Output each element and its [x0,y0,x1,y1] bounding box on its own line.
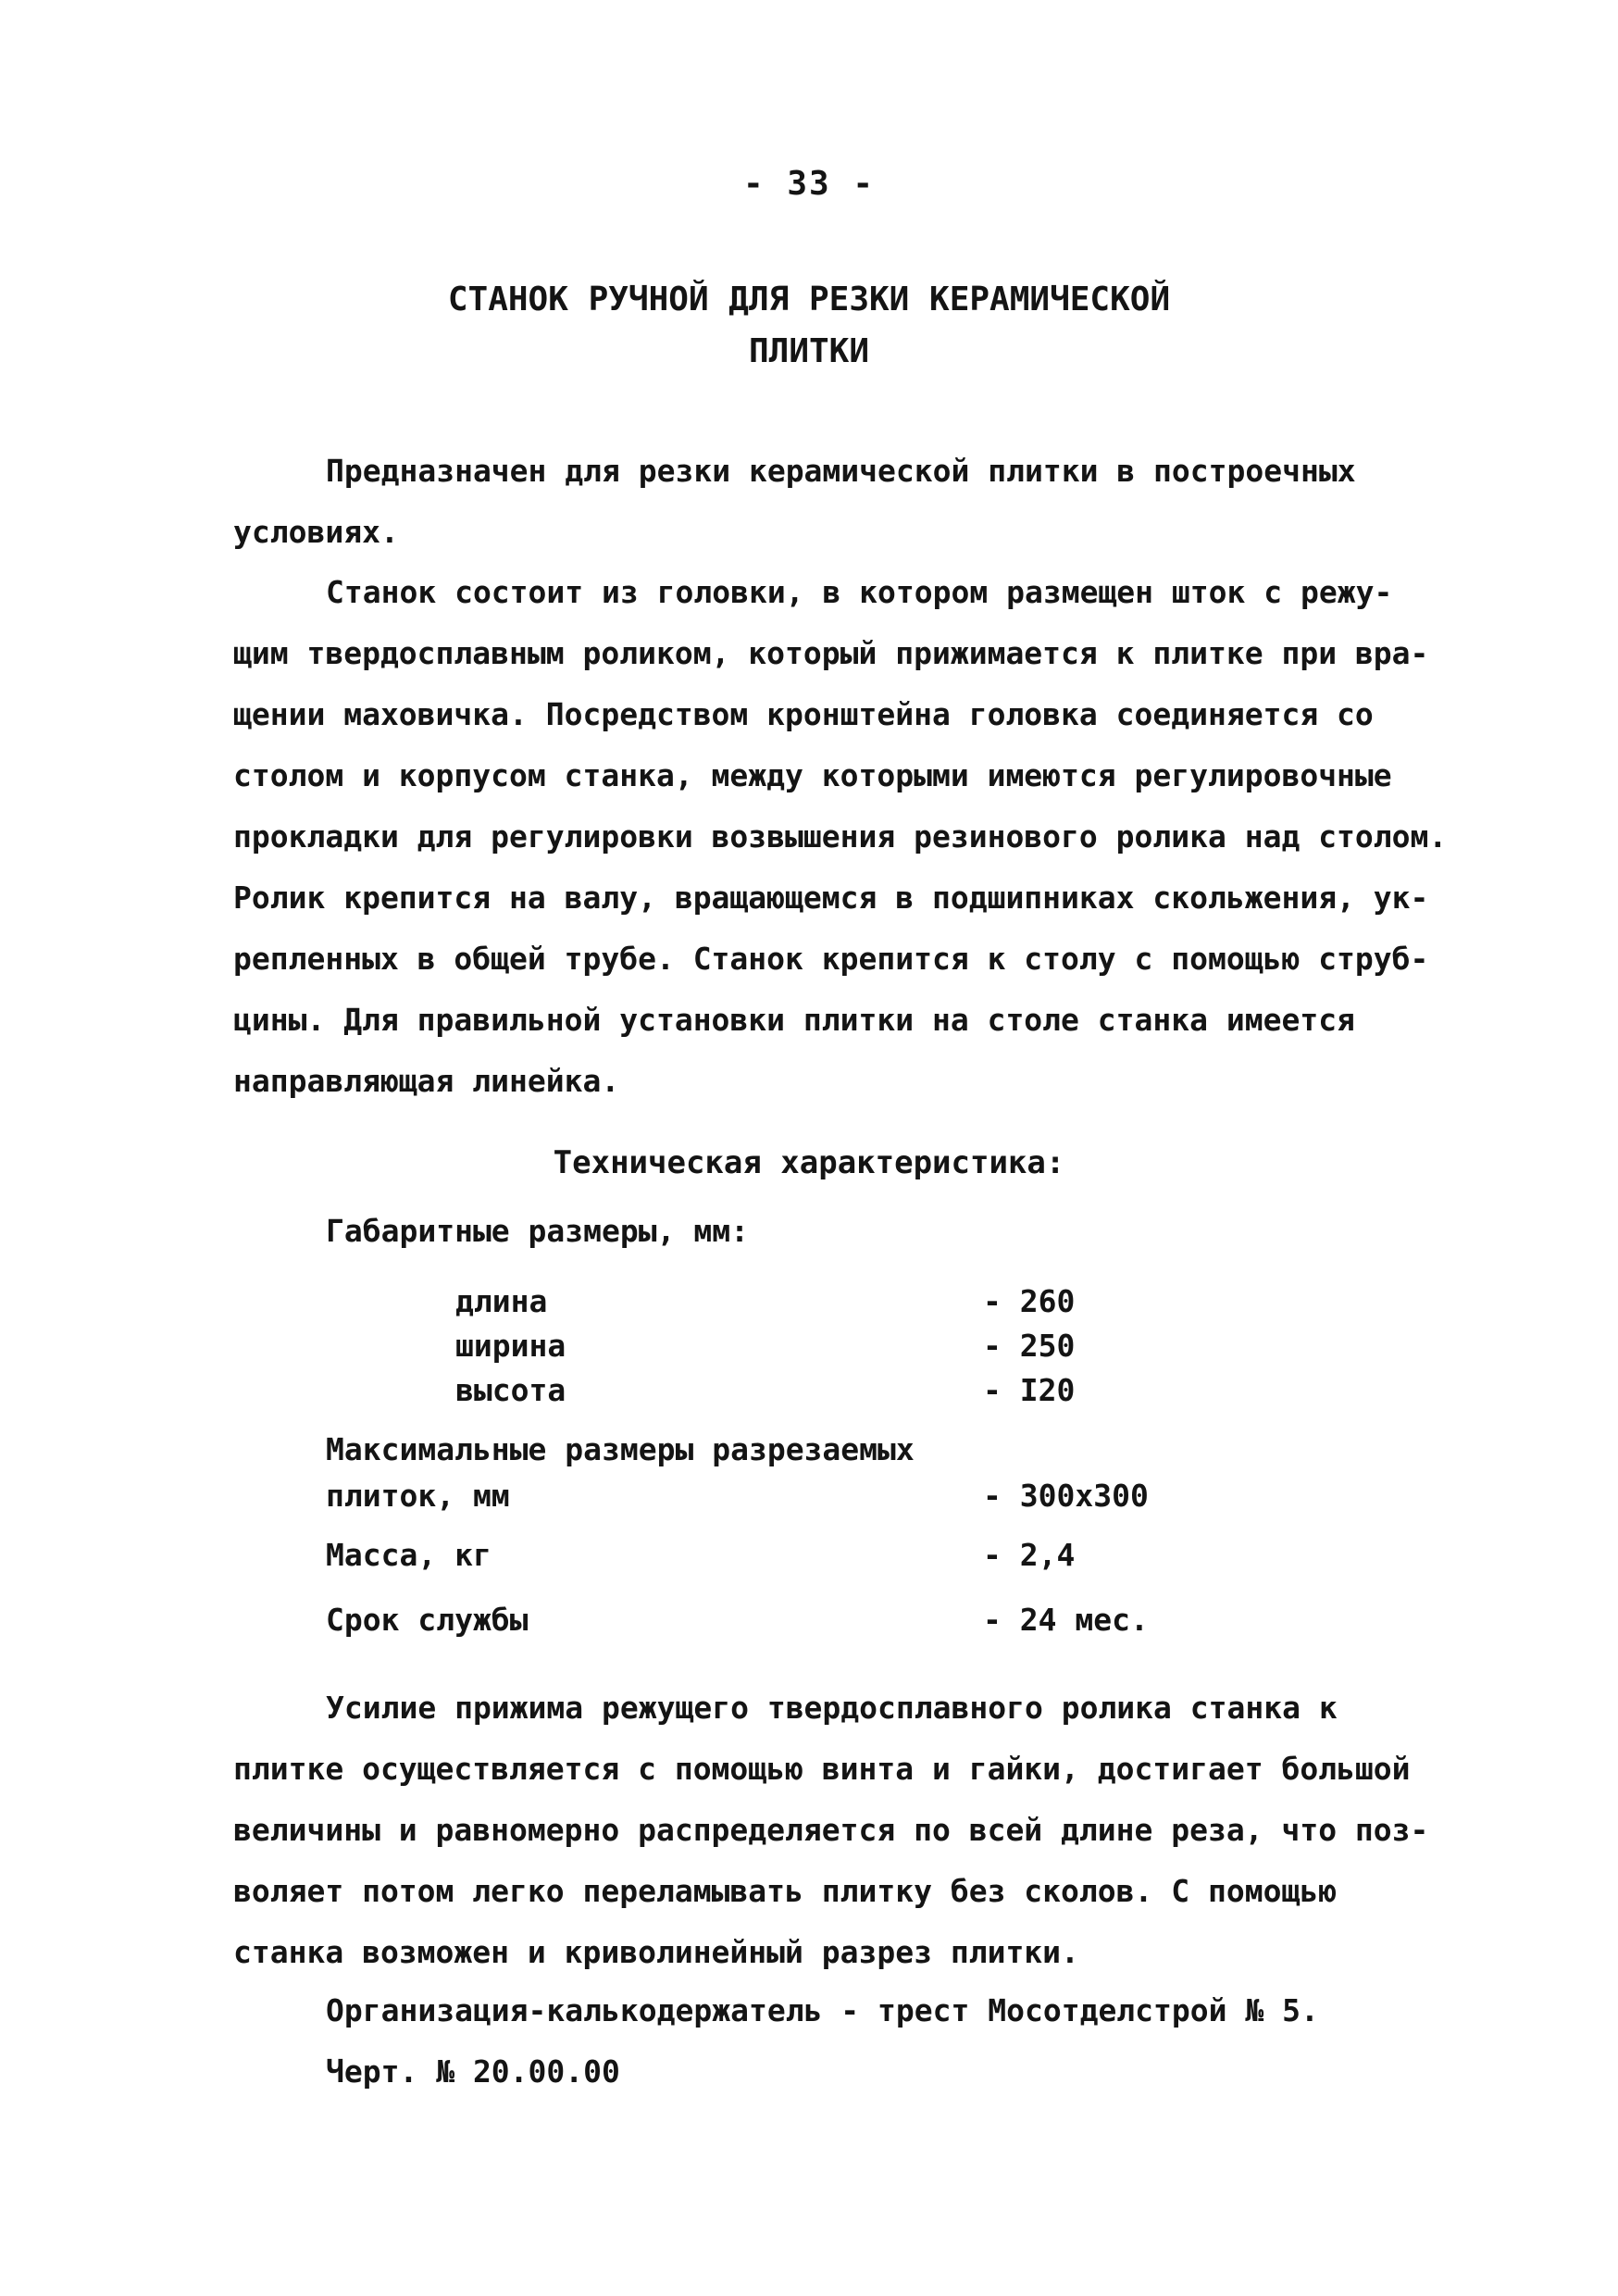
paragraph-line: воляет потом легко переламывать плитку без сколов. С помощью [233,1873,1338,1909]
paragraph-line: Предназначен для резки керамической плитки в построечных [326,453,1356,489]
paragraph-line: столом и корпусом станка, между которыми имеются регулировочные [233,757,1392,793]
paragraph-line: величины и равномерно распределяется по всей длине реза, что поз- [233,1812,1429,1848]
specs-heading: Техническая характеристика: [553,1144,1065,1181]
paragraph-line: цины. Для правильной установки плитки на столе станка имеется [233,1002,1355,1038]
document-title [0,274,1618,378]
spec-row-height [326,1372,1251,1416]
spec-label: Масса, кг [326,1537,492,1573]
spec-row-length [326,1283,1251,1328]
paragraph-line: щении маховичка. Посредством кронштейна головка соединяется со [233,696,1374,732]
spec-value: - 250 [983,1328,1076,1364]
spec-label: Максимальные размеры разрезаемых [326,1431,915,1467]
title-line-1: СТАНОК РУЧНОЙ ДЛЯ РЕЗКИ КЕРАМИЧЕСКОЙ [447,281,1171,318]
paragraph-line: Станок состоит из головки, в котором размещен шток с режу- [326,574,1393,610]
spec-row-max-size-b [326,1478,1251,1522]
spec-row-width [326,1328,1251,1372]
spec-label: ширина [455,1328,566,1364]
clamping-paragraph [233,1678,1483,1983]
spec-value: - 2,4 [983,1537,1076,1573]
description-paragraph [233,562,1483,1112]
paragraph-line: Ролик крепится на валу, вращающемся в подшипниках скольжения, ук- [233,880,1429,916]
spec-row-overall [326,1213,1251,1257]
paragraph-line: прокладки для регулировки возвышения резинового ролика над столом. [233,818,1448,855]
spec-value: - 300x300 [983,1478,1149,1514]
spec-row-service-life [326,1602,1251,1646]
spec-row-mass [326,1537,1251,1581]
paragraph-line: станка возможен и криволинейный разрез плитки. [233,1934,1079,1970]
paragraph-line: условиях. [233,514,399,550]
spec-value: - 260 [983,1283,1076,1319]
spec-label: Срок службы [326,1602,529,1638]
paragraph-line: Усилие прижима режущего твердосплавного ролика станка к [326,1690,1338,1726]
purpose-paragraph [233,441,1483,563]
paragraph-line: плитке осуществляется с помощью винта и гайки, достигает большой [233,1751,1411,1787]
spec-label: Габаритные размеры, мм: [326,1213,749,1249]
organization-line: Организация-калькодержатель - трест Мосотделстрой № 5. [326,1992,1319,2028]
paragraph-line: щим твердосплавным роликом, который прижимается к плитке при вра- [233,635,1429,671]
title-line-2: ПЛИТКИ [748,332,870,370]
paragraph-line: репленных в общей трубе. Станок крепится к столу с помощью струб- [233,941,1429,977]
spec-label: высота [455,1372,566,1408]
drawing-number-line: Черт. № 20.00.00 [326,2053,620,2090]
paragraph-line: направляющая линейка. [233,1063,620,1099]
spec-value: - I20 [983,1372,1076,1408]
spec-row-max-size-a [326,1431,1251,1476]
spec-value: - 24 мес. [983,1602,1149,1638]
spec-label: плиток, мм [326,1478,510,1514]
spec-label: длина [455,1283,548,1319]
page-number: - 33 - [742,165,876,203]
